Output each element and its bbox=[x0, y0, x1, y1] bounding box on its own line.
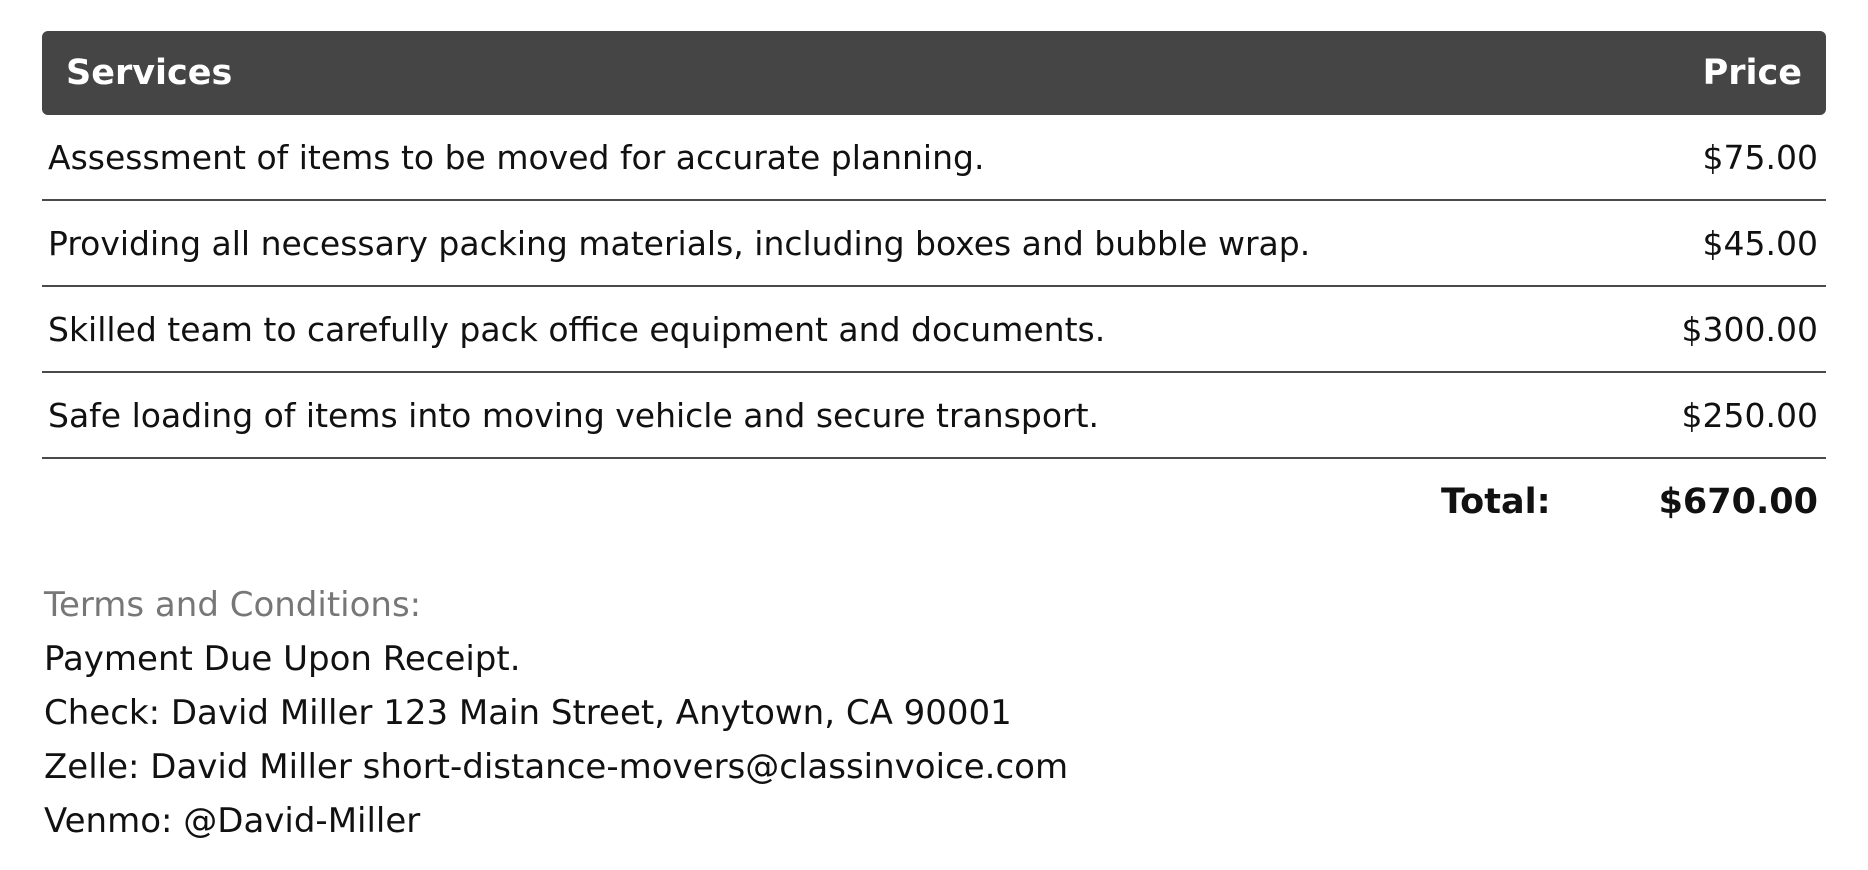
service-description: Safe loading of items into moving vehicle and secure transport. bbox=[48, 395, 1100, 435]
venmo-payment-text: Venmo: @David-Miller bbox=[44, 801, 421, 841]
total-label: Total: bbox=[1440, 482, 1551, 522]
service-price: $45.00 bbox=[1702, 223, 1818, 263]
total-row bbox=[42, 459, 1826, 545]
service-description: Assessment of items to be moved for accurate planning. bbox=[48, 137, 985, 177]
service-price: $250.00 bbox=[1681, 395, 1818, 435]
price-column-header: Price bbox=[1702, 53, 1802, 93]
services-table bbox=[42, 31, 1826, 545]
table-row bbox=[42, 201, 1826, 287]
terms-title: Terms and Conditions: bbox=[44, 585, 422, 625]
table-header bbox=[42, 31, 1826, 115]
table-row bbox=[42, 115, 1826, 201]
service-price: $300.00 bbox=[1681, 309, 1818, 349]
service-description: Providing all necessary packing materials, including boxes and bubble wrap. bbox=[48, 223, 1311, 263]
services-column-header: Services bbox=[66, 53, 233, 93]
check-payment-text: Check: David Miller 123 Main Street, Anytown, CA 90001 bbox=[44, 693, 1012, 733]
terms-section bbox=[44, 578, 1068, 848]
payment-due-text: Payment Due Upon Receipt. bbox=[44, 639, 521, 679]
table-row bbox=[42, 373, 1826, 459]
table-row bbox=[42, 287, 1826, 373]
service-price: $75.00 bbox=[1702, 137, 1818, 177]
zelle-payment-text: Zelle: David Miller short-distance-movers@classinvoice.com bbox=[44, 747, 1069, 787]
service-description: Skilled team to carefully pack office equipment and documents. bbox=[48, 309, 1106, 349]
total-value: $670.00 bbox=[1658, 482, 1818, 522]
